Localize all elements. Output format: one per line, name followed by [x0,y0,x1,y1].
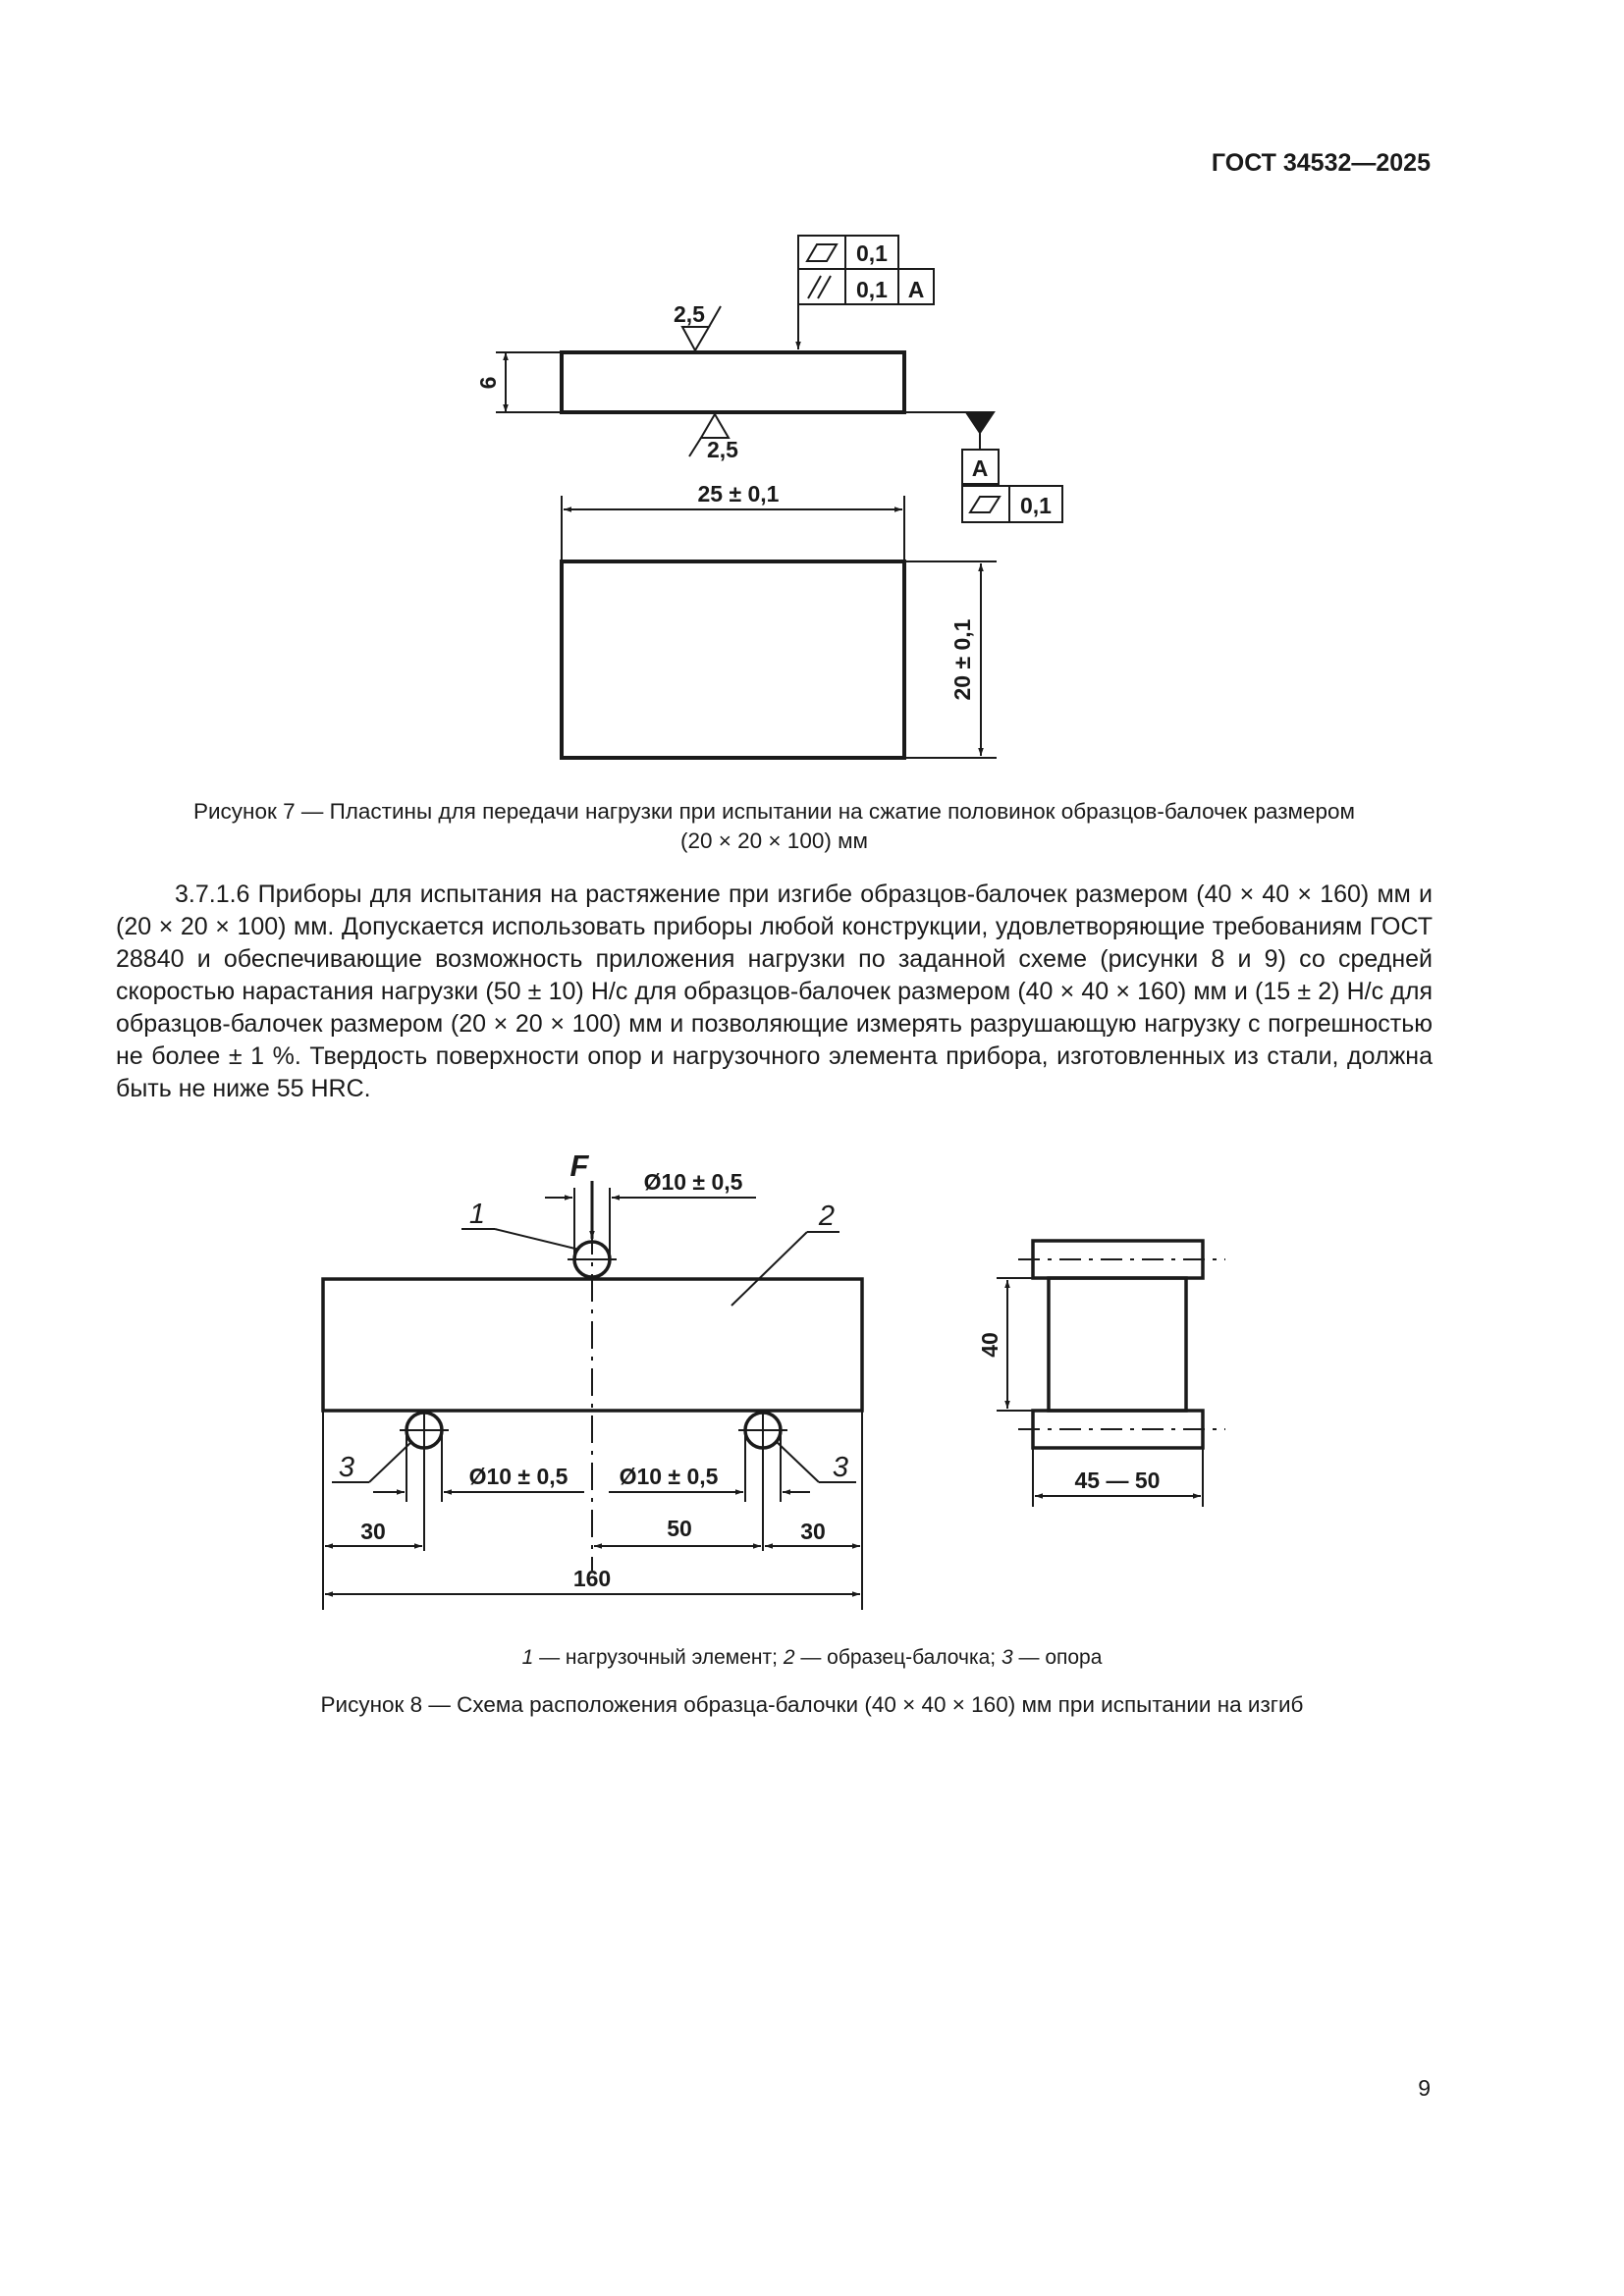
roughness-bottom-value: 2,5 [707,437,738,462]
roughness-top-symbol [682,327,709,350]
support-diameter-left: Ø10 ± 0,5 [468,1464,568,1489]
parallel-value: 0,1 [856,277,888,302]
callout-2: 2 [818,1201,836,1232]
dim-50: 50 [667,1516,692,1541]
figure-8-legend [116,1646,1508,1670]
thickness-dim: 6 [475,376,501,390]
callout-3-right: 3 [832,1452,849,1483]
dim-30-right: 30 [800,1519,826,1544]
dim-40: 40 [977,1332,1002,1358]
width-dim: 25 ± 0,1 [697,481,780,507]
callout-1: 1 [468,1199,486,1230]
flatness-icon [807,244,837,261]
figure-7-caption [116,797,1433,856]
figure-8-drawing [0,1139,1624,1629]
plate-side-view [562,352,904,412]
parallel-datum: A [907,277,925,302]
dim-45-50: 45 — 50 [1074,1468,1161,1493]
legend-t1: — нагрузочный элемент; [533,1646,784,1669]
flatness-bottom-value: 0,1 [1020,493,1052,518]
support-diameter-right: Ø10 ± 0,5 [619,1464,719,1489]
roughness-bottom-symbol [701,414,729,438]
figure-7-caption-line2: (20 × 20 × 100) мм [679,828,869,853]
dim-160: 160 [572,1566,612,1591]
paragraph-text: 3.7.1.6 Приборы для испытания на растяжение при изгибе образцов-балочек размером (40 × 40 × 160) мм и (20 × 20 × 100) мм. Допускается использовать приборы любой конструкции, удовлетворяющие требованиям ГОСТ 28840 и обеспечивающие возможность приложения нагрузки по заданной схеме (рисунки 8 и 9) со средней скоростью нарастания нагрузки (50 ± 10) Н/с для образцов-балочек размером (40 × 40 × 160) мм и (15 ± 2) Н/с для образцов-балочек размером (20 × 20 × 100) мм и позволяющие измерять разрушающую нагрузку с погрешностью не более ± 1 %. Твердость поверхности опор и нагрузочного элемента прибора, изготовленных из стали, должна быть не ниже 55 HRC. [116,881,1433,1102]
load-diameter: Ø10 ± 0,5 [643,1169,743,1195]
page-number: 9 [1418,2075,1431,2101]
legend-t3: — опора [1012,1646,1103,1669]
legend-n3: 3 [1001,1646,1013,1669]
document-header: ГОСТ 34532—2025 [1211,149,1431,177]
roughness-top-value: 2,5 [674,301,705,327]
figure-7-caption-line1: Рисунок 7 — Пластины для передачи нагрузки при испытании на сжатие половинок образцов-балочек размером [192,799,1356,824]
flatness-value: 0,1 [856,240,888,266]
height-dim: 20 ± 0,1 [949,618,975,701]
plate-top-view [562,561,904,758]
flatness-icon-bottom [970,497,1000,512]
callout-3-left: 3 [338,1452,355,1483]
legend-n1: 1 [521,1646,534,1669]
dim-30-left: 30 [360,1519,386,1544]
figure-7-drawing [0,216,1624,785]
figure-8-caption: Рисунок 8 — Схема расположения образца-балочки (40 × 40 × 160) мм при испытании на изгиб [320,1692,1304,1717]
datum-triangle [966,412,994,433]
legend-n2: 2 [783,1646,795,1669]
paragraph-3-7-1-6 [116,879,1433,1105]
datum-label: A [971,455,989,481]
legend-t2: — образец-балочка; [794,1646,1001,1669]
force-label: F [569,1148,589,1183]
end-view-specimen [1049,1278,1186,1411]
